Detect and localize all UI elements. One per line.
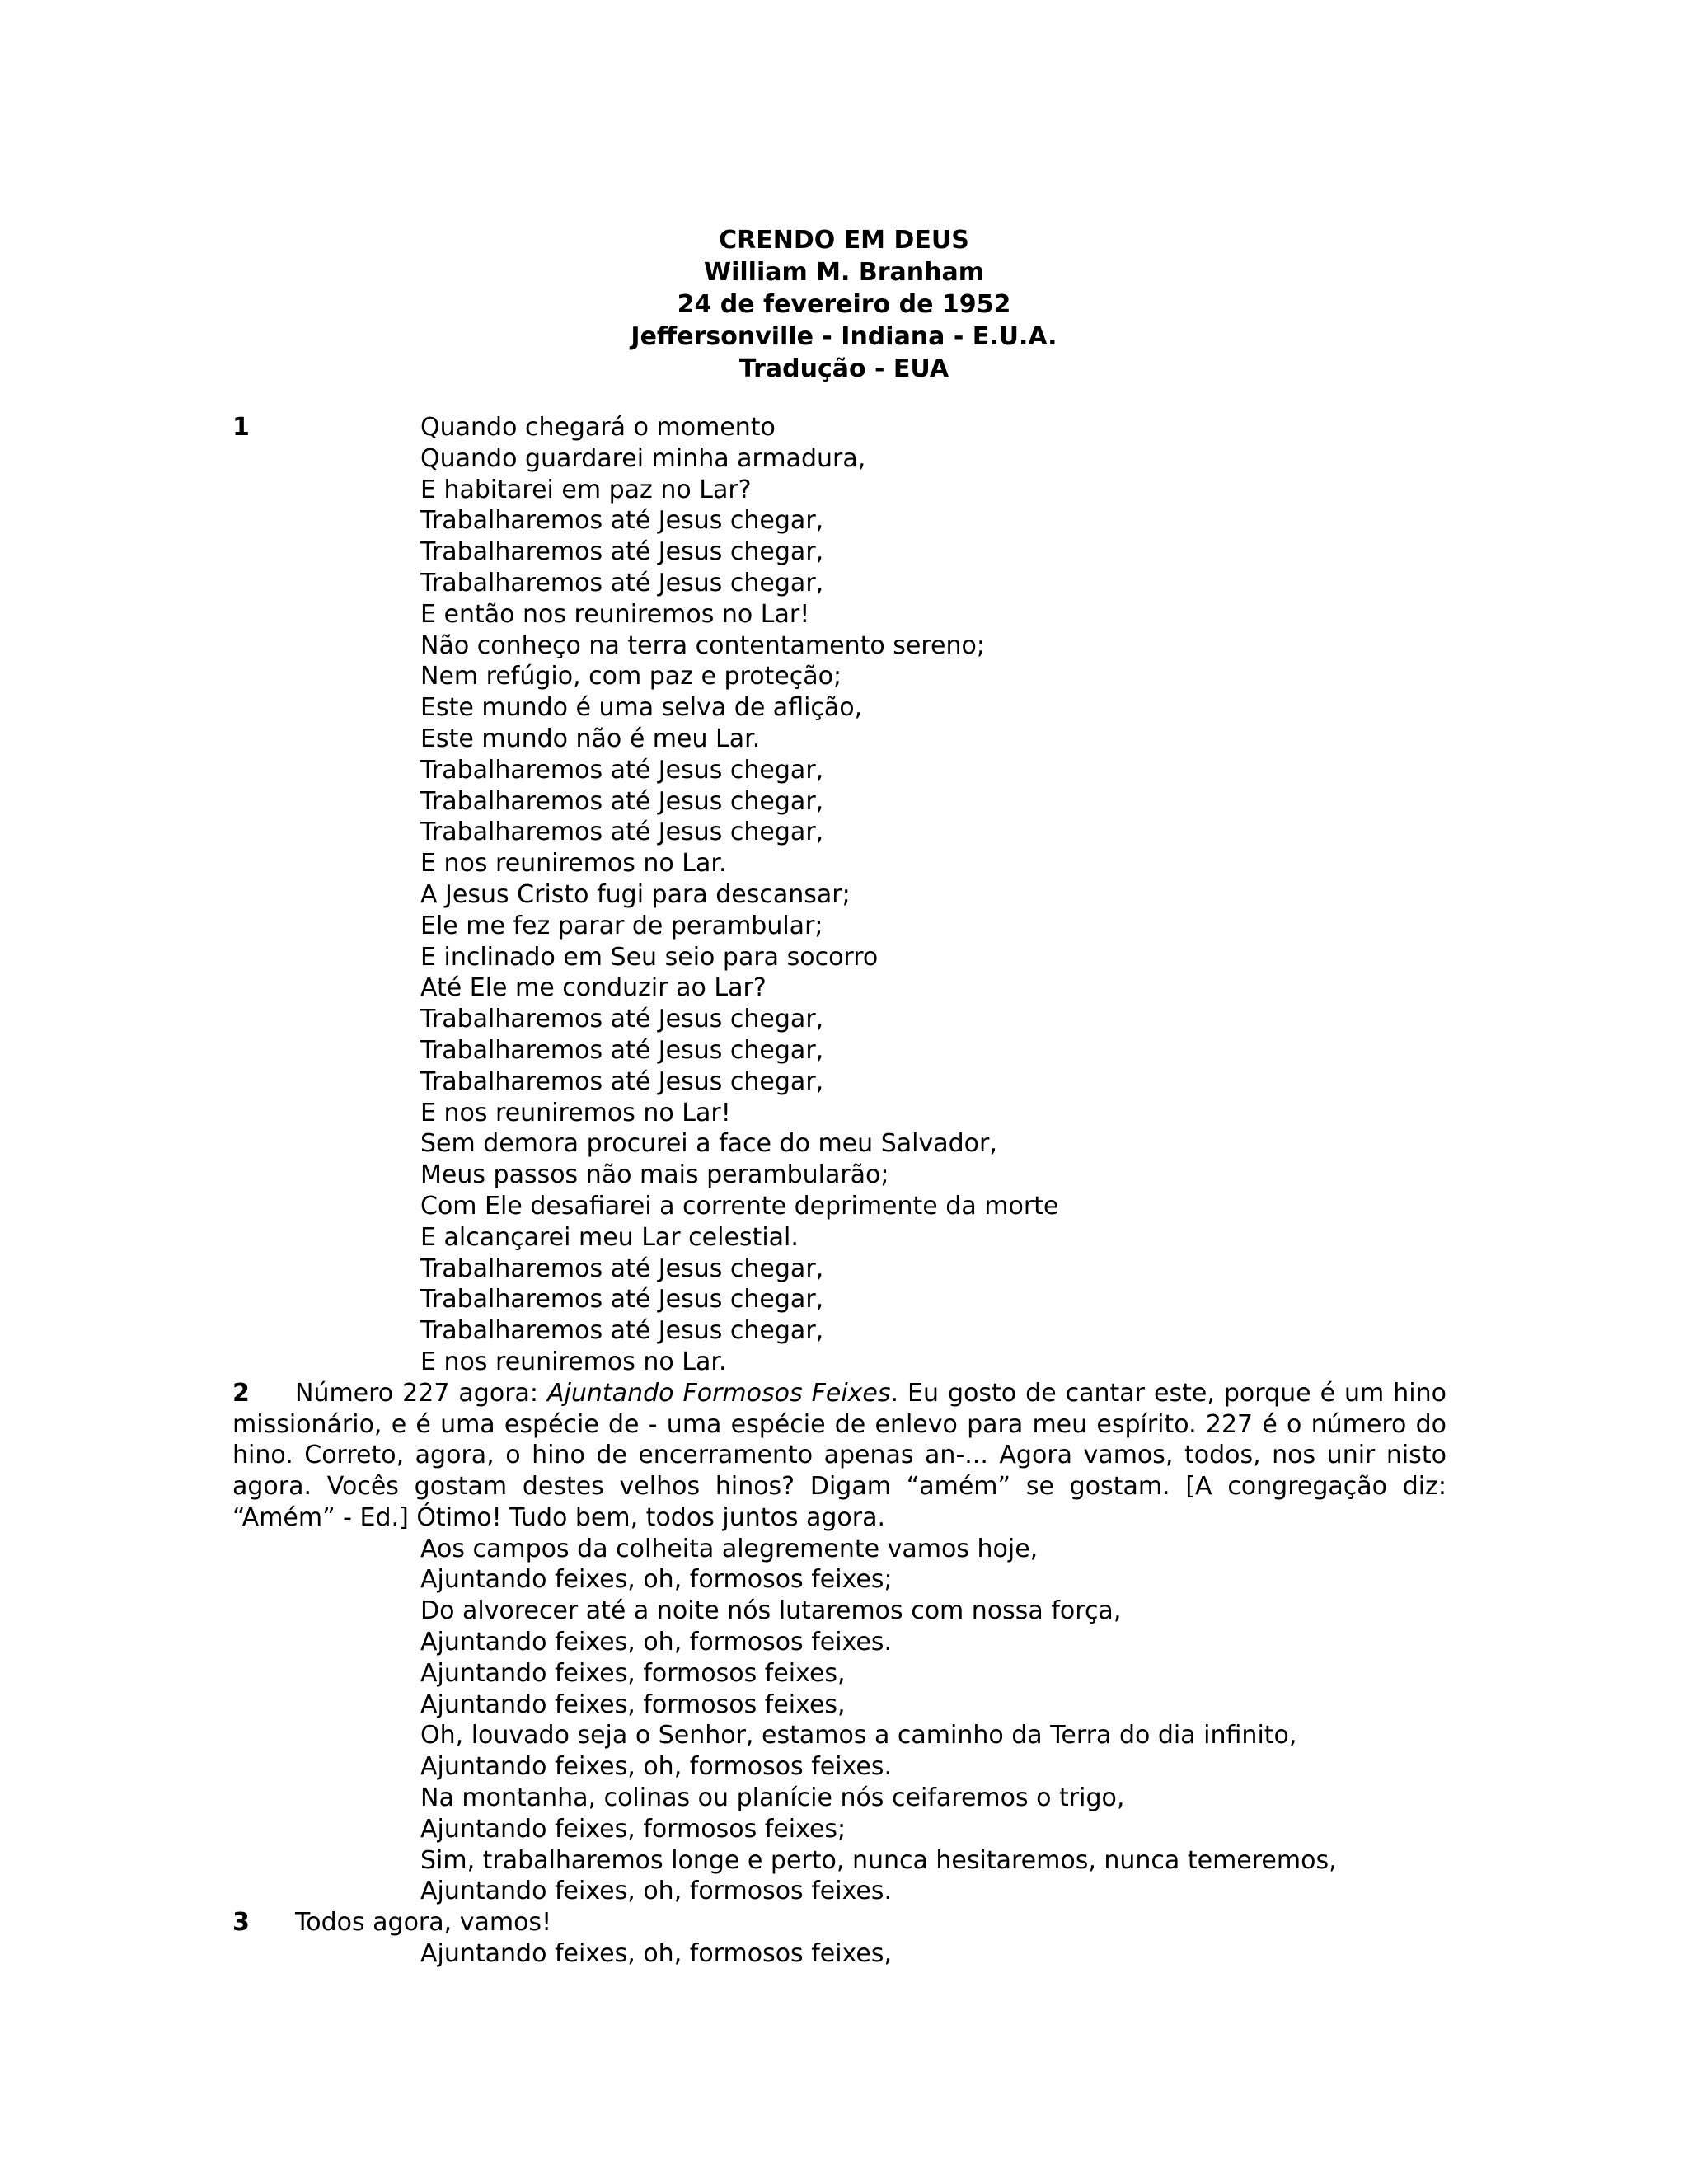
text-before-title: Número 227 agora: (295, 1378, 548, 1408)
paragraph-1 (232, 412, 1447, 1378)
verse-line: E nos reuniremos no Lar. (420, 1347, 727, 1376)
document-title: CRENDO EM DEUS (719, 226, 969, 255)
verse-line: Ajuntando feixes, formosos feixes; (420, 1814, 846, 1844)
verse-line: Não conheço na terra contentamento sereno; (420, 630, 985, 660)
verse-line: E nos reuniremos no Lar. (420, 849, 727, 879)
paragraph-text (232, 1907, 1447, 1938)
verse-line: Trabalharemos até Jesus chegar, (420, 1285, 824, 1315)
verse-line: Ajuntando feixes, oh, formosos feixes, (420, 1939, 893, 1969)
hymn-verse (232, 412, 1447, 1378)
paragraph-3 (232, 1907, 1447, 1970)
verse-line: Oh, louvado seja o Senhor, estamos a caminho da Terra do dia infinito, (420, 1721, 1297, 1750)
verse-line: Até Ele me conduzir ao Lar? (420, 973, 767, 1003)
verse-line: Trabalharemos até Jesus chegar, (420, 1035, 824, 1065)
verse-line: Trabalharemos até Jesus chegar, (420, 786, 824, 816)
verse-line: E alcançarei meu Lar celestial. (420, 1222, 799, 1252)
paragraph-number: 1 (232, 413, 250, 442)
verse-line: E então nos reuniremos no Lar! (420, 599, 810, 629)
verse-line: Trabalharemos até Jesus chegar, (420, 1005, 824, 1034)
paragraph-2 (232, 1378, 1447, 1908)
document-header (0, 224, 1688, 385)
paragraph-3-text: Todos agora, vamos! (295, 1908, 552, 1938)
verse-line: Sim, trabalharemos longe e perto, nunca hesitaremos, nunca temeremos, (420, 1845, 1337, 1875)
verse-line: Trabalharemos até Jesus chegar, (420, 568, 824, 598)
hymn-verse (232, 1938, 1447, 1970)
verse-line: Ajuntando feixes, formosos feixes, (420, 1658, 846, 1688)
verse-line: Aos campos da colheita alegremente vamos hoje, (420, 1534, 1039, 1563)
verse-line: Ele me fez parar de perambular; (420, 911, 823, 940)
document-body (232, 412, 1447, 1970)
verse-line: Ajuntando feixes, oh, formosos feixes. (420, 1877, 893, 1906)
verse-line: Trabalharemos até Jesus chegar, (420, 818, 824, 847)
verse-line: Na montanha, colinas ou planície nós ceifaremos o trigo, (420, 1783, 1125, 1813)
document-date: 24 de fevereiro de 1952 (677, 290, 1011, 319)
hymn-title: Ajuntando Formosos Feixes (547, 1378, 891, 1408)
paragraph-text (232, 1378, 1447, 1534)
verse-line: Trabalharemos até Jesus chegar, (420, 1254, 824, 1283)
text-after-title: . Eu gosto de cantar este, porque é um hino missionário, e é uma espécie de - uma espécie de enlevo para meu espírito. 227 é o número do hino. Correto, agora, o hino de encerramento apenas an-... Agora vamos, todos, nos unir nisto agora. Vocês gostam destes velhos hinos? Digam “amém” se gostam. [A congregação diz: “Amém” - Ed.] Ótimo! Tudo bem, todos juntos agora. (232, 1378, 1447, 1532)
verse-line: Com Ele desafiarei a corrente deprimente da morte (420, 1191, 1059, 1221)
document-translation: Tradução - EUA (738, 354, 950, 383)
verse-line: Ajuntando feixes, oh, formosos feixes; (420, 1565, 893, 1595)
verse-line: Trabalharemos até Jesus chegar, (420, 1316, 824, 1346)
document-author: William M. Branham (704, 258, 984, 287)
verse-line: Meus passos não mais perambularão; (420, 1160, 889, 1190)
verse-line: Trabalharemos até Jesus chegar, (420, 1066, 824, 1096)
verse-line: Sem demora procurei a face do meu Salvador, (420, 1129, 997, 1159)
verse-line: A Jesus Cristo fugi para descansar; (420, 879, 851, 909)
hymn-verse (232, 1534, 1447, 1908)
verse-line: E inclinado em Seu seio para socorro (420, 942, 879, 972)
verse-line: E nos reuniremos no Lar! (420, 1098, 731, 1127)
verse-line: E habitarei em paz no Lar? (420, 475, 752, 504)
verse-line: Quando chegará o momento (420, 413, 776, 442)
verse-line: Quando guardarei minha armadura, (420, 443, 866, 473)
paragraph-number: 3 (232, 1908, 250, 1938)
verse-line: Trabalharemos até Jesus chegar, (420, 755, 824, 785)
verse-line: Este mundo não é meu Lar. (420, 724, 761, 753)
verse-line: Ajuntando feixes, oh, formosos feixes. (420, 1628, 893, 1657)
verse-line: Ajuntando feixes, formosos feixes, (420, 1690, 846, 1719)
verse-line: Nem refúgio, com paz e proteção; (420, 662, 842, 691)
verse-line: Trabalharemos até Jesus chegar, (420, 506, 824, 536)
verse-line: Este mundo é uma selva de aflição, (420, 693, 863, 723)
paragraph-number: 2 (232, 1378, 250, 1408)
verse-line: Trabalharemos até Jesus chegar, (420, 537, 824, 567)
document-place: Jeffersonville - Indiana - E.U.A. (631, 322, 1057, 351)
verse-line: Ajuntando feixes, oh, formosos feixes. (420, 1752, 893, 1782)
verse-line: Do alvorecer até a noite nós lutaremos com nossa força, (420, 1596, 1122, 1626)
